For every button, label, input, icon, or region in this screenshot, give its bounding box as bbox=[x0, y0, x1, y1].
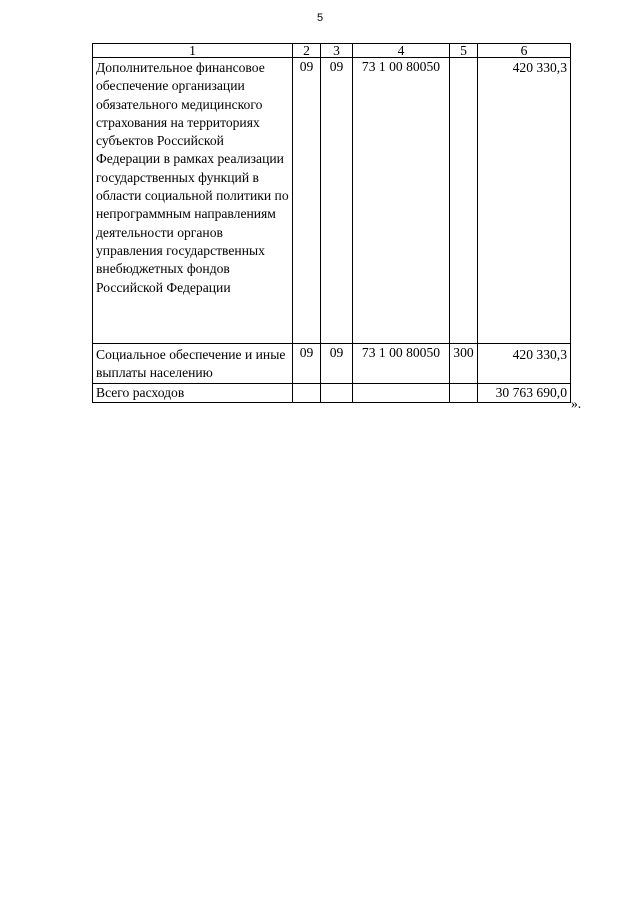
row-target-article-cell: 73 1 00 80050 bbox=[353, 344, 450, 384]
row-amount-cell: 420 330,3 bbox=[478, 344, 571, 384]
total-label: Всего расходов bbox=[93, 383, 293, 402]
column-header-5: 5 bbox=[450, 44, 478, 58]
row-amount-cell: 420 330,3 bbox=[478, 58, 571, 344]
total-amount: 30 763 690,0 bbox=[478, 383, 571, 402]
row-subsection-cell: 09 bbox=[321, 58, 353, 344]
row-subsection-cell: 09 bbox=[321, 344, 353, 384]
row-section-cell: 09 bbox=[293, 344, 321, 384]
total-empty-cell bbox=[450, 383, 478, 402]
column-header-2: 2 bbox=[293, 44, 321, 58]
column-header-3: 3 bbox=[321, 44, 353, 58]
table-header-row bbox=[93, 44, 571, 58]
row-name-cell: Дополнительное финансовое обеспечение организации обязательного медицинского страхования на территориях субъектов Российской Федерации в рамках реализации государственных функций в области социальной политики по непрограммным направлениям деятельности органов управления государственных внебюджетных фондов Российской Федерации bbox=[93, 58, 293, 344]
row-section-cell: 09 bbox=[293, 58, 321, 344]
column-header-1: 1 bbox=[93, 44, 293, 58]
row-name-cell: Социальное обеспечение и иные выплаты населению bbox=[93, 344, 293, 384]
row-expense-type-cell bbox=[450, 58, 478, 344]
table-row bbox=[93, 58, 571, 344]
total-empty-cell bbox=[353, 383, 450, 402]
total-empty-cell bbox=[293, 383, 321, 402]
column-header-4: 4 bbox=[353, 44, 450, 58]
page-number: 5 bbox=[316, 12, 324, 24]
column-header-6: 6 bbox=[478, 44, 571, 58]
expenses-table bbox=[92, 43, 571, 403]
total-empty-cell bbox=[321, 383, 353, 402]
closing-quote-mark: ». bbox=[571, 396, 582, 411]
table-row bbox=[93, 344, 571, 384]
row-expense-type-cell: 300 bbox=[450, 344, 478, 384]
row-target-article-cell: 73 1 00 80050 bbox=[353, 58, 450, 344]
total-row bbox=[93, 383, 571, 402]
